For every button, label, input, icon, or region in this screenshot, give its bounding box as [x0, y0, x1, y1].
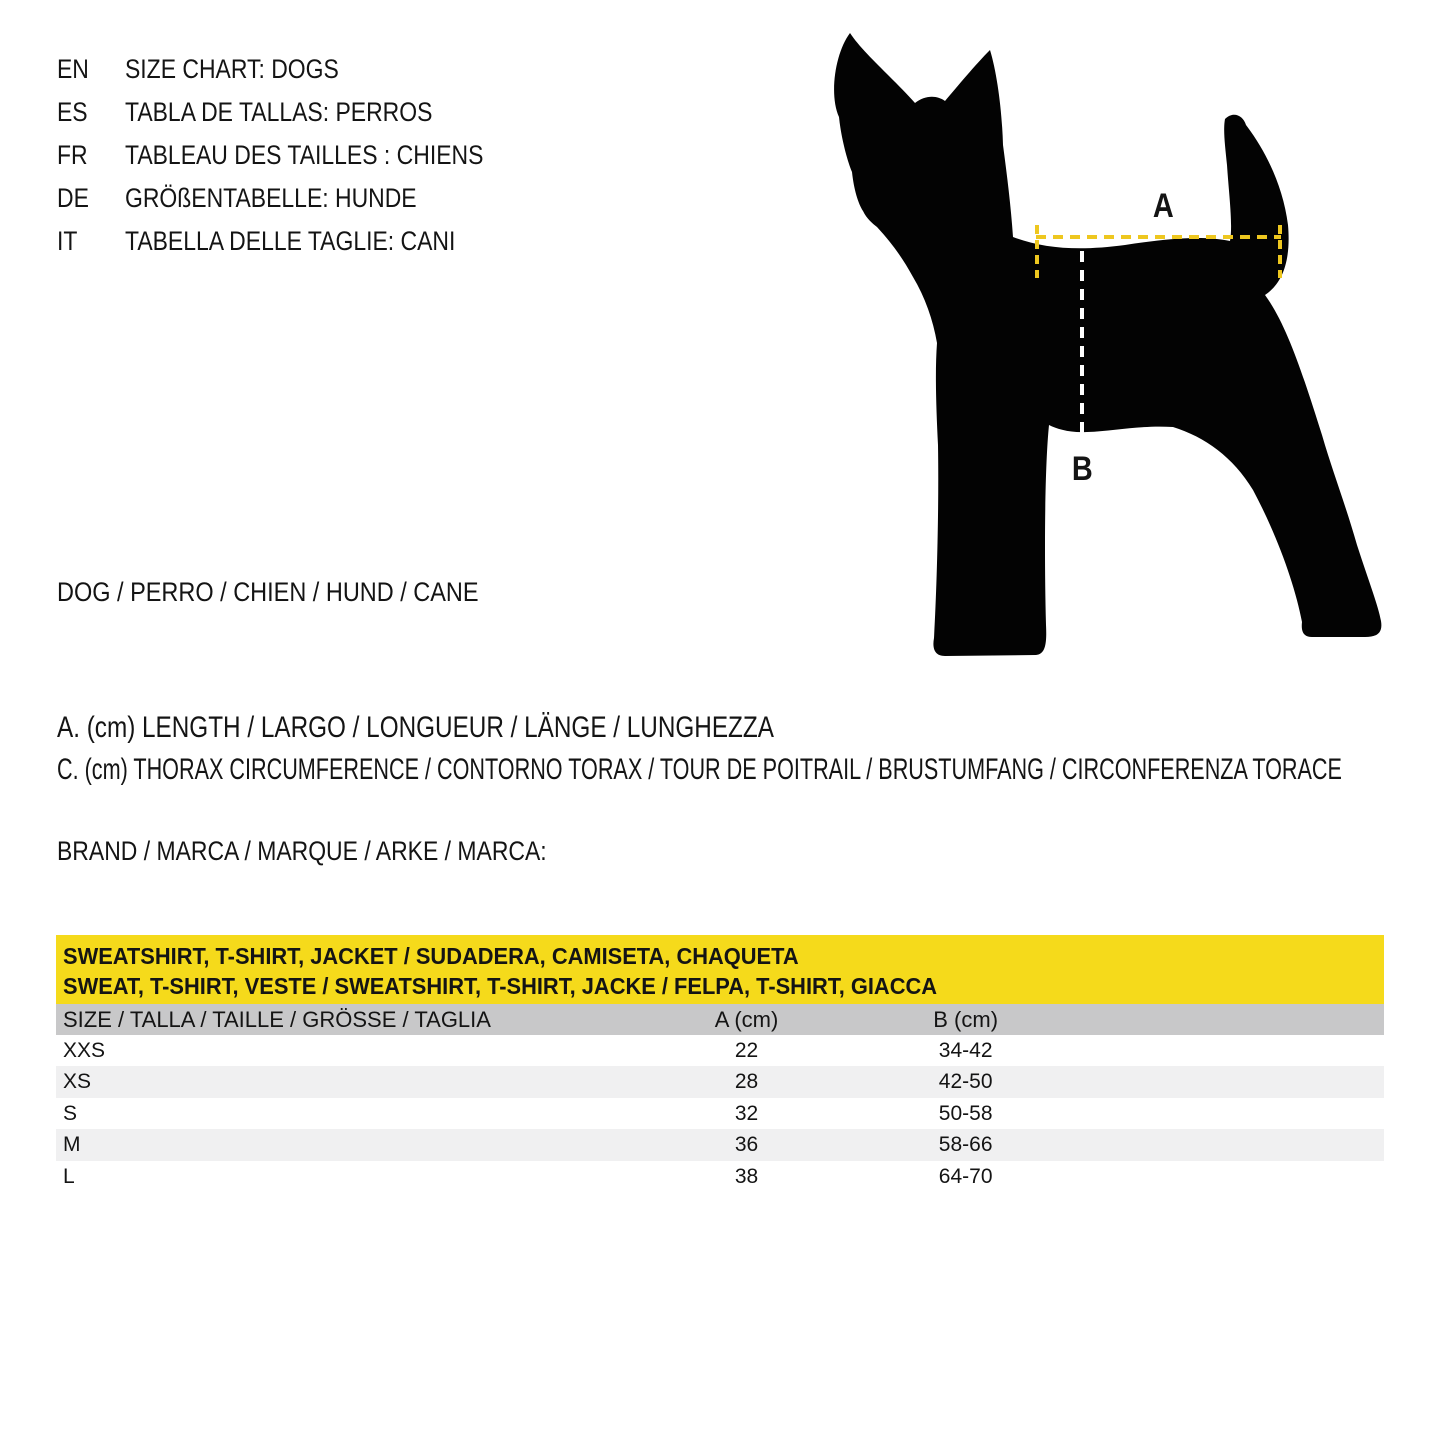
dog-silhouette	[825, 25, 1425, 665]
cell-b: 64-70	[938, 1164, 993, 1188]
cell-size: M	[63, 1133, 81, 1157]
lang-row-es	[57, 91, 547, 134]
table-row	[56, 1035, 1384, 1066]
lang-row-en	[57, 48, 547, 91]
measure-note-c: C. (cm) THORAX CIRCUMFERENCE / CONTORNO TORAX / TOUR DE POITRAIL / BRUSTUMFANG / CIRCONFERENZA TORACE	[57, 753, 1342, 786]
lang-code: FR	[57, 140, 88, 170]
cell-size: S	[63, 1101, 78, 1125]
table-header-row	[56, 1004, 1384, 1035]
table-row	[56, 1129, 1384, 1160]
col-header-b: B (cm)	[933, 1007, 999, 1032]
lang-row-fr	[57, 134, 547, 177]
cell-a: 32	[734, 1101, 759, 1125]
cell-size: L	[63, 1164, 75, 1188]
lang-row-it	[57, 220, 547, 263]
cell-a: 36	[734, 1133, 759, 1157]
animal-caption: DOG / PERRO / CHIEN / HUND / CANE	[57, 577, 479, 607]
size-table	[56, 935, 1384, 1192]
lang-code: ES	[57, 97, 88, 127]
dog-body-path	[834, 33, 1381, 656]
cell-b: 50-58	[938, 1101, 993, 1125]
brand-caption: BRAND / MARCA / MARQUE / ARKE / MARCA:	[57, 836, 547, 866]
lang-title: TABLEAU DES TAILLES : CHIENS	[125, 140, 484, 170]
measure-label-b: B	[1071, 450, 1093, 488]
table-title-band	[56, 935, 1384, 1004]
table-row	[56, 1066, 1384, 1097]
table-row	[56, 1161, 1384, 1192]
lang-code: DE	[57, 183, 89, 213]
lang-title: TABLA DE TALLAS: PERROS	[125, 97, 433, 127]
cell-a: 28	[734, 1070, 759, 1094]
col-header-a: A (cm)	[714, 1007, 779, 1032]
lang-title: GRÖßENTABELLE: HUNDE	[125, 183, 417, 213]
measure-label-a: A	[1152, 187, 1174, 225]
cell-a: 22	[734, 1039, 759, 1062]
lang-title: SIZE CHART: DOGS	[125, 54, 339, 84]
table-title-line1: SWEATSHIRT, T-SHIRT, JACKET / SUDADERA, CAMISETA, CHAQUETA	[63, 943, 799, 969]
cell-b: 34-42	[938, 1039, 993, 1062]
lang-row-de	[57, 177, 547, 220]
lang-code: EN	[57, 54, 89, 84]
lang-title: TABELLA DELLE TAGLIE: CANI	[125, 226, 456, 256]
table-title-line2: SWEAT, T-SHIRT, VESTE / SWEATSHIRT, T-SHIRT, JACKE / FELPA, T-SHIRT, GIACCA	[63, 973, 938, 999]
cell-b: 42-50	[938, 1070, 993, 1094]
cell-a: 38	[734, 1164, 759, 1188]
language-title-block	[57, 48, 547, 263]
cell-b: 58-66	[938, 1133, 993, 1157]
col-header-size: SIZE / TALLA / TAILLE / GRÖSSE / TAGLIA	[63, 1007, 491, 1032]
cell-size: XXS	[63, 1039, 106, 1062]
table-row	[56, 1098, 1384, 1129]
lang-code: IT	[57, 226, 78, 256]
cell-size: XS	[63, 1070, 92, 1094]
measure-note-a: A. (cm) LENGTH / LARGO / LONGUEUR / LÄNGE / LUNGHEZZA	[57, 711, 774, 744]
col-header-filler	[1079, 1004, 1384, 1035]
